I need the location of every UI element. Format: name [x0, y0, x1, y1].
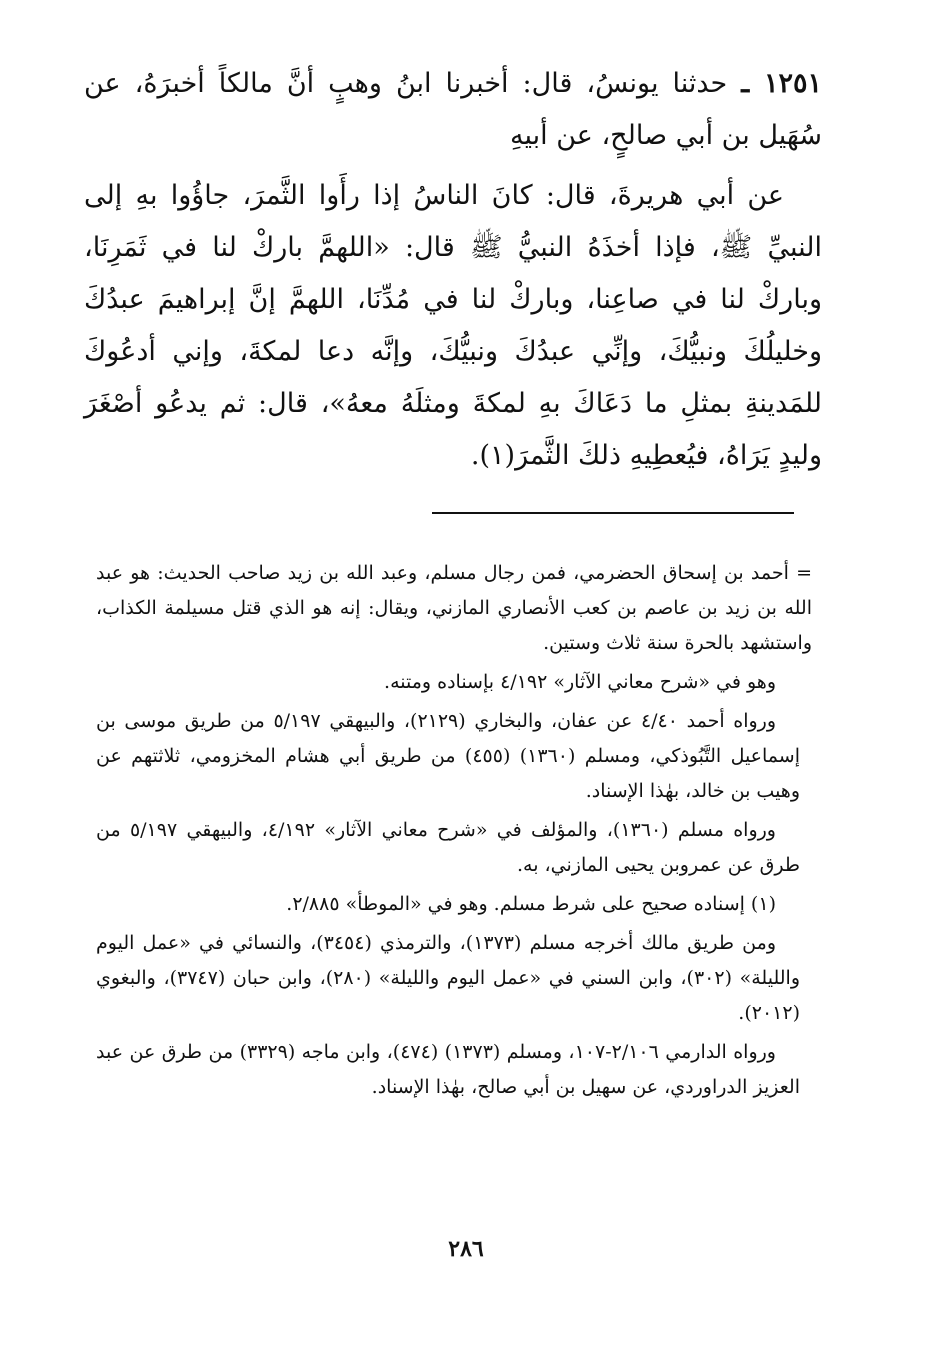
footnote-paragraph: وهو في «شرح معاني الآثار» ٤/١٩٢ بإسناده ومتنه.	[384, 671, 776, 693]
footnote-paragraph: ورواه أحمد ٤/٤٠ عن عفان، والبخاري (٢١٢٩)، والبيهقي ٥/١٩٧ من طريق موسى بن إسماعيل التَّبُوذكي، ومسلم (١٣٦٠) (٤٥٥) من طريق أبي هشام المخزومي، ثلاثتهم عن وهيب بن خالد، بهٰذا الإسناد.	[96, 710, 800, 802]
main-text	[84, 58, 822, 490]
footnote-paragraph: (١) إسناده صحيح على شرط مسلم. وهو في «الموطأ» ٢/٨٨٥.	[286, 893, 776, 915]
footnote-divider	[432, 512, 794, 514]
hadith-number: ١٢٥١ ـ	[741, 68, 822, 99]
page-number: ٢٨٦	[448, 1236, 484, 1262]
hadith-matn-paragraph: عن أبي هريرةَ، قال: كانَ الناسُ إذا رأَوا الثَّمرَ، جاؤُوا بهِ إلى النبيِّ ﷺ، فإذا أخذَهُ النبيُّ ﷺ قال: «اللهمَّ باركْ لنا في ثَمَرِنَا، وباركْ لنا في صاعِنا، وباركْ لنا في مُدِّنَا، اللهمَّ إنَّ إبراهيمَ عبدُكَ وخليلُكَ ونبيُّكَ، وإنِّي عبدُكَ ونبيُّكَ، وإنَّه دعا لمكةَ، وإني أدعُوكَ للمَدينةِ بمثلِ ما دَعَاكَ بهِ لمكةَ ومثلَهُ معهُ»، قال: ثم يدعُو أصْغَرَ وليدٍ يَرَاهُ، فيُعطِيهِ ذلكَ الثَّمرَ(١).	[84, 180, 822, 471]
footnote-paragraph: ورواه مسلم (١٣٦٠)، والمؤلف في «شرح معاني الآثار» ٤/١٩٢، والبيهقي ٥/١٩٧ من طرق عن عمروبن يحيى المازني، به.	[96, 819, 800, 876]
footnote-paragraph: ومن طريق مالك أخرجه مسلم (١٣٧٣)، والترمذي (٣٤٥٤)، والنسائي في «عمل اليوم والليلة» (٣٠٢)، وابن السني في «عمل اليوم والليلة» (٢٨٠)، وابن حبان (٣٧٤٧)، والبغوي (٢٠١٢).	[96, 932, 800, 1024]
footnotes	[96, 556, 812, 1109]
hadith-isnad-text: حدثنا يونسُ، قال: أخبرنا ابنُ وهبٍ أنَّ مالكاً أخبرَهُ، عن سُهَيل بن أبي صالحٍ، عن أبيهِ	[84, 68, 822, 151]
hadith-isnad-paragraph	[84, 58, 822, 162]
footnote-paragraph: = أحمد بن إسحاق الحضرمي، فمن رجال مسلم، وعبد الله بن زيد صاحب الحديث: هو عبد الله بن زيد بن عاصم بن كعب الأنصاري المازني، ويقال: إنه هو الذي قتل مسيلمة الكذاب، واستشهد بالحرة سنة ثلاث وستين.	[96, 562, 812, 654]
footnote-paragraph: ورواه الدارمي ٢/١٠٦-١٠٧، ومسلم (١٣٧٣) (٤٧٤)، وابن ماجه (٣٣٢٩) من طرق عن عبد العزيز الدراوردي، عن سهيل بن أبي صالح، بهٰذا الإسناد.	[96, 1041, 800, 1098]
